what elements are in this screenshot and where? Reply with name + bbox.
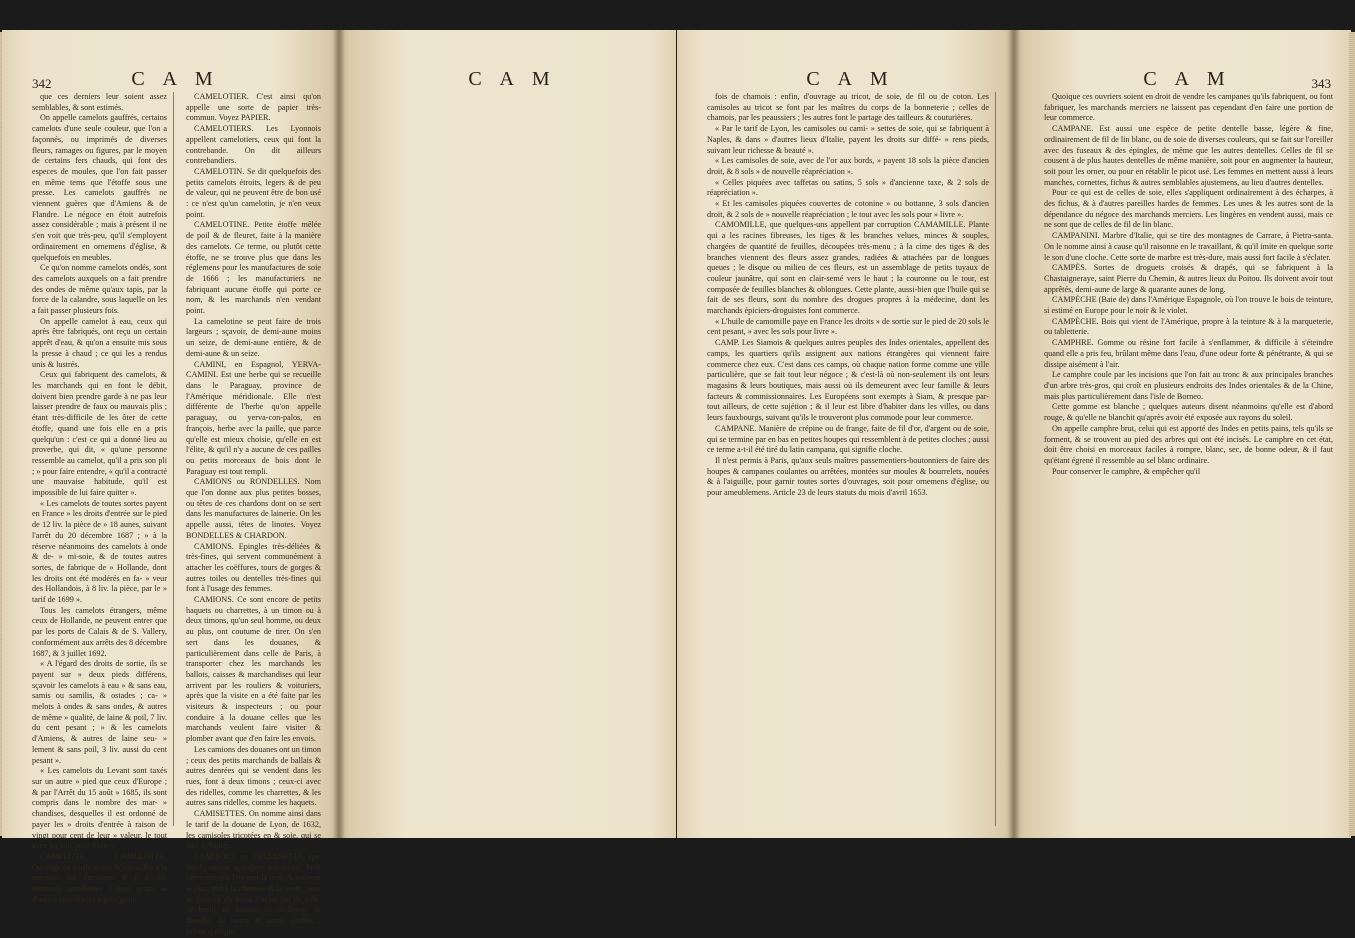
paragraph: CAMP. Les Siamois & quelques autres peuples des Indes orientales, appellent des camps, les quartiers qu'ils assignent aux nations étrangères qui viennent faire commerce chez eux. C'est dans ces camps, où chaque nation forme comme une ville particulière, que se fait tout leur négoce ; & c'est-là où non-seulement ils ont leurs magasins & leurs boutiques, mais aussi où ils demeurent avec leur famille & leurs facteurs & commissionnaires. Les Européens sont exempts à Siam, & presque par-tout ailleurs, de cette sujétion ; & il leur est libre d'habiter dans les villes, ou dans leurs fauxbourgs, suivant qu'ils le trouveront plus commode pour leur commerce. xyxy=(707,338,989,423)
paragraph: CAMPANINI. Marbre d'Italie, qui se tire des montagnes de Carrare, à Pietra-santa. On le nomme ainsi à cause qu'il raisonne en le travaillant, & qu'il imite en quelque sorte le son d'une cloche. Cette sorte de marbre est très-dure, mais aussi fort facile à s'éclater. xyxy=(1044,231,1333,262)
column-left xyxy=(707,92,996,826)
paragraph: « Celles piquées avec taffetas ou satins, 5 sols » d'ancienne taxe, & 2 sols de réapréciation ». xyxy=(707,177,989,198)
column-left xyxy=(32,92,174,904)
page-header xyxy=(1044,68,1331,91)
column-right xyxy=(186,92,321,936)
paragraph: « Les camelots du Levant sont taxés sur un autre » pied que ceux d'Europe ; & par l'Arrêt du 15 août » 1685, ils sont compris dans le nombre des mar- » chandises, desquelles il est ordonné de payer les » droits d'entrée à raison de vingt pour cent de leur » valeur, le tout avec les sols pour livre ». xyxy=(32,766,167,851)
paragraph: fois de chamois : enfin, d'ouvrage au tricot, de soie, de fil ou de coton. Les camisoles au tricot se font par les maîtres du corps de la bonneterie ; celles de chamois, par les peaussiers ; les autres font le partage des tailleurs & couturières. xyxy=(707,92,989,123)
text-columns xyxy=(369,92,658,826)
paragraph: Ce qu'on nomme camelots ondés, sont des camelots auxquels on a fait prendre des ondes de même qu'aux tapis, par la force de la calandre, sous laquelle on les a fait passer plusieurs fois. xyxy=(32,263,167,316)
paragraph: CAMPÈS. Sortes de droguets croisés & drapés, qui se fabriquent à la Chastaigneraye, saint Pierre du Chemin, & autres lieux du Poitou. Ils doivent avoir tout apprêtés, demi-aune de large & quarante aunes de long. xyxy=(1044,263,1333,294)
page-header xyxy=(369,68,656,88)
paragraph: Pour ce qui est de celles de soie, elles s'appliquent ordinairement à des écharpes, à des fichus, & à d'autres pareilles hardes de femmes. Les unes & les autres sont de la dépendance du négoce des marchands merciers. Les lingères en vendent aussi, mais ce ne sont que de celles de fil de lin blanc. xyxy=(1044,188,1333,230)
paragraph: CAMELOTINE. Petite étoffe mêlée de poil & de fleuret, faite à la manière des camelots. Ce terme, ou plutôt cette étoffe, ne se trouve plus que dans les réglemens pour les manufactures de soie de 1666 ; les manufacturiers ne fabriquant aucune étoffe qui porte ce nom, & les marchands n'en vendant point. xyxy=(186,220,321,316)
left-page xyxy=(677,30,1014,838)
paragraph: Tous les camelots étrangers, même ceux de Hollande, ne peuvent entrer que par les ports de Calais & de S. Vallery, conformément aux arrêts des 8 décembre 1687, & 3 juillet 1692. xyxy=(32,605,167,658)
paragraph: CAMPANE. Est aussi une espèce de petite dentelle basse, légère & fine, ordinairement de fil de lin blanc, ou de soie de diverses couleurs, qui se fait sur l'oreiller avec des fuseaux & des épingles, de même que les autres dentelles. Celles de fil se cousent à de plus hautes dentelles de même manière, soit pour en augmenter la hauteur, soit pour les orner, ou pour en rétablir le picot usé. Les femmes en mettent aussi à leurs manches, cornettes, fichus & autres semblables ajustemens, au lieu d'autres dentelles. xyxy=(1044,124,1333,187)
paragraph: CAMPÈCHE (Baie de) dans l'Amérique Espagnole, où l'on trouve le bois de teinture, si estimé en Europe pour le noir & le violet. xyxy=(1044,295,1333,316)
paragraph: On appelle camphre brut, celui qui est apporté des Indes en petits pains, tels qu'ils se forment, & se trouvent au pied des arbres qui ont été incisés. Le camphre en cet état, doit être choisi en morceaux faciles à rompre, blanc, sec, de bonne odeur, & il faut qu'étant égrené il ressemble au sel blanc ordinaire. xyxy=(1044,423,1333,465)
paragraph: CAMPHRE. Gomme ou résine fort facile à s'enflammer, & difficile à s'éteindre quand elle a pris feu, brûlant même dans l'eau, d'une odeur forte & pénétrante, & qui se dissipe aisément à l'air. xyxy=(1044,338,1333,369)
paragraph: « A l'égard des droits de sortie, ils se payent sur » deux pieds différens, sçavoir les camelots à eau » & sans eau, samis ou samilis, & ostades ; ca- » melots à ondes & sans ondes, & autres de même » qualité, de laine & poil, 7 liv. du cent pesant ; » & les camelots d'Amiens, & autres de laine seu- » lement & sans poil, 3 liv. aussi du cent pesant ». xyxy=(32,659,167,765)
paragraph: « Les camelots de toutes sortes payent en France » les droits d'entrée sur le pied de 12 liv. la pièce de » 18 aunes, suivant l'arrêt du 20 décembre 1687 ; » à la réserve néanmoins des camelots à onde & de- » mi-soie, & de toutes autres sortes, de fabrique de » Hollande, dont les droits ont été modérés en fa- » veur des Hollandois, à 8 liv. la pièce, par le » tarif de 1699 ». xyxy=(32,498,167,605)
running-head: C A M xyxy=(131,68,220,90)
page-header xyxy=(32,68,319,91)
paragraph: « Et les camisoles piquées couvertes de cotonine » ou bottanne, 3 sols d'ancien droit, & 2 sols de » nouvelle réapréciation ; le tout avec les sols pour » livre ». xyxy=(707,199,989,219)
paragraph: CAMPANE. Manière de crépine ou de frange, faite de fil d'or, d'argent ou de soie, qui se termine par en bas en petites houpes qui ressemblent à de petites cloches ; aussi ce terme a-t-il été tiré du latin campana, qui signifie cloche. xyxy=(707,423,989,455)
paragraph: CAMPÈCHE. Bois qui vient de l'Amérique, propre à la teinture & à la marqueterie, ou tabletterie. xyxy=(1044,316,1333,337)
text-columns xyxy=(32,92,321,936)
paragraph: « L'huile de camomille paye en France les droits » de sortie sur le pied de 20 sols le cent pesant, » avec les sols pour livre ». xyxy=(707,316,989,337)
left-book-spread xyxy=(2,30,676,936)
paragraph: que ces derniers leur soient assez semblables, & sont estimés. xyxy=(32,92,167,112)
paragraph: Il n'est permis à Paris, qu'aux seuls maîtres passementiers-boutonniers de faire des houpes & campanes coulantes ou arrêtées, montées sur moules & bourrelets, nouées & à l'aiguille, pour garnir toutes sortes d'ouvrages, soit pour ornemens d'église, ou pour ameublemens. Article 23 de leurs statuts du mois d'avril 1653. xyxy=(707,455,989,498)
paragraph: CAMELOTIER. C'est ainsi qu'on appelle une sorte de papier très-commun. Voyez PAPIER. xyxy=(186,92,321,123)
right-page xyxy=(339,30,676,838)
running-head: C A M xyxy=(806,68,895,90)
paragraph: Pour conserver le camphre, & empêcher qu'il xyxy=(1052,466,1201,476)
paragraph: CAMELOTIN. Se dit quelquefois des petits camelots étroits, legers & de peu de valeur, qui ne peuvent être de bon usé : ce n'est qu'un camelotin, je n'en veux point. xyxy=(186,166,321,219)
right-page xyxy=(1014,30,1351,838)
paragraph: Cette gomme est blanche ; quelques auteurs disent néanmoins qu'elle est d'abord rouge, & qu'elle ne blanchit qu'après avoir été exposée aux rayons du soleil. xyxy=(1044,402,1333,423)
paragraph: CAMELOTIERS. Les Lyonnois appellent camelotiers, ceux qui font la contrebande. On dit ailleurs contrebandiers. xyxy=(186,124,321,166)
paragraph: Ceux qui fabriquent des camelots, & les marchands qui en font le débit, doivent bien prendre garde à ne pas leur laisser prendre de faux ou mauvais plis ; étant très-difficile de les ôter de cette étoffe, quand une fois elle en a pris quelqu'un : c'est ce qui a donné lieu au proverbe, qui dit, « qu'une personne ressemble au camelot, qu'il a pris son pli ; » pour faire entendre, « qu'il a contracté une mauvaise habitude, qu'il est impossible de lui faire quitter ». xyxy=(32,370,167,498)
right-book-spread xyxy=(677,30,1351,838)
page-header xyxy=(707,68,994,88)
paragraph: On appelle camelots gauffrés, certains camelots d'une seule couleur, que l'on a façonnés, ou imprimés de diverses fleurs, ramages ou figures, par le moyen de certains fers chauds, qui font des especes de moules, que l'on fait passer en même tems que l'étoffe sous une presse. Les camelots gauffrés ne viennent guères que d'Amiens & de Flandre. Le négoce en étoit autrefois assez considérable ; mais à présent il ne s'en voit que très-peu, qu'il s'employent ordinairement en ornemens d'église, & quelquefois en meubles. xyxy=(32,113,167,262)
paragraph: On appelle camelot à eau, ceux qui après être fabriqués, ont reçu un certain apprêt d'eau, & qu'on a ensuite mis sous la presse à chaud ; ce qui les a rendus unis & lustrés. xyxy=(32,316,167,369)
paragraph: CAMIONS. Epingles très-déliées & très-fines, qui servent communément à attacher les coëffures, tours de gorges & autres toiles ou dentelles très-fines qui font à l'usage des femmes. xyxy=(186,541,321,594)
running-head: C A M xyxy=(468,68,557,90)
text-columns xyxy=(1044,92,1333,826)
paragraph: La camelotine se peut faire de trois largeurs ; sçavoir, de demi-aune moins un seize, de demi-aune entière, & de demi-aune & un seize. xyxy=(186,316,321,358)
paragraph: CAMIONS. Ce sont encore de petits haquets ou charrettes, à un timon ou à deux timons, qu'un seul homme, ou deux au plus, ont coutume de tirer. On s'en sert dans les douanes, & particulièrement dans celle de Paris, à transporter chez les marchands les ballots, caisses & marchandises qui leur arrivent par les rouliers & voituriers, après que la visite en a été faite par les visiteurs & inspecteurs ; ou pour conduire à la douane celles que les marchands veulent faire visiter & plomber avant que d'en faire les envois. xyxy=(186,595,321,744)
paragraph: CAMISOLE ou CHEMISETTE, que les Lyonnois appellent camisette. Petit vêtement que l'on met la nuit, & souvent le jour, entre la chemise & la veste, pour se garantir du froid. On en fait de toile, de basin, de futaine, de molleton, de flanelle, de ratine & autres étoffes ; même quelque- xyxy=(186,851,321,936)
column-right xyxy=(1044,92,1333,826)
paragraph: Le camphre coule par les incisions que l'on fait au tronc & aux principales branches d'un arbre très-gros, qui croît en plusieurs endroits des Indes orientales & de la Chine, mais plus particulièrement dans l'isle de Borneo. xyxy=(1044,370,1333,401)
paragraph: CAMOMILLE, que quelques-uns appellent par corruption CAMAMILLE. Plante qui a les racines fibreuses, les tiges & les branches velues, minces & souples, chargées de quantité de feuilles, découpées très-menu ; à la cime des tiges & des branches viennent des fleurs assez grandes, radiées & attachées par de longues queues ; le disque ou milieu de ces fleurs, est un assemblage de petits tuyaux de couleur jaunâtre, qui sont en clair-semé vers le haut ; la couronne ou le tour, est composée de feuilles blanches & oblongues. Cette plante, aussi-bien que l'huile qui se fait de ses fleurs, sont du nombre des drogues propres à la médecine, dont les marchands épiciers-droguistes font commerce. xyxy=(707,220,989,316)
page-number: 342 xyxy=(32,76,52,91)
paragraph: CAMIONS ou RONDELLES. Nom que l'on donne aux plus petites bosses, ou têtes de ces chardons dont on se sert dans les manufactures de lainerie. On les appelle aussi, têtes de linotes. Voyez BONDELLES & CHARDON. xyxy=(186,477,321,540)
text-columns xyxy=(707,92,996,826)
paragraph: CAMINI, en Espagnol, YERVA-CAMINI. Est une herbe qui se recueille dans le Paraguay, province de l'Amérique méridionale. Elle n'est différente de l'herbe qu'on appelle paraguay, ou yerva-con-palos, en françois, herbe avec la paille, que parce qu'elle est mieux choisie, qu'elle en est l'élite, & qu'il n'y a aucune de ces pailles ou petits morceaux de bois dont le Paraguay est tout rempli. xyxy=(186,359,321,476)
paragraph: Les camions des douanes ont un timon ; ceux des petits marchands de ballais & autres denrées qui se vendent dans les rues, font à deux timons ; ceux-ci avec des ridelles, comme les charrettes, & les autres sans ridelles, comme les haquets. xyxy=(186,744,321,808)
page-number: 343 xyxy=(1311,76,1331,91)
page-edges-right xyxy=(1349,32,1355,836)
left-page xyxy=(2,30,339,936)
book-gutter xyxy=(333,30,345,838)
paragraph: « Par le tarif de Lyon, les camisoles ou cami- » settes de soie, qui se fabriquent à Naples, & dans » d'autres lieux d'Italie, payent les droits sur diffé- » rens pieds, suivant leur richesse & beauté ». xyxy=(707,124,989,155)
paragraph: CAMELOTÉ, CAMELOTÉE. Ouvrage ou étoffe tissue & travaillée à la manière des camelots. Il y a des étamines camelotées à gros grain, & d'autres camelotées à petit grain. xyxy=(32,851,167,904)
paragraph: CAMISETTES. On nomme ainsi dans le tarif de la douane de Lyon, de 1632, les camisoles tricotées en & soie, qui se font à Naples. xyxy=(186,809,321,851)
book-gutter xyxy=(1008,30,1020,838)
paragraph: « Les camisoles de soie, avec de l'or aux bords, » payent 18 sols la pièce d'ancien droit, & 8 sols » de nouvelle réapréciation ». xyxy=(707,156,989,176)
running-head: C A M xyxy=(1143,68,1232,90)
paragraph: Quoique ces ouvriers soient en droit de vendre les campanes qu'ils fabriquent, ou font fabriquer, les marchands merciers ne laissent pas cependant d'en faire une portion de leur commerce. xyxy=(1044,92,1333,123)
